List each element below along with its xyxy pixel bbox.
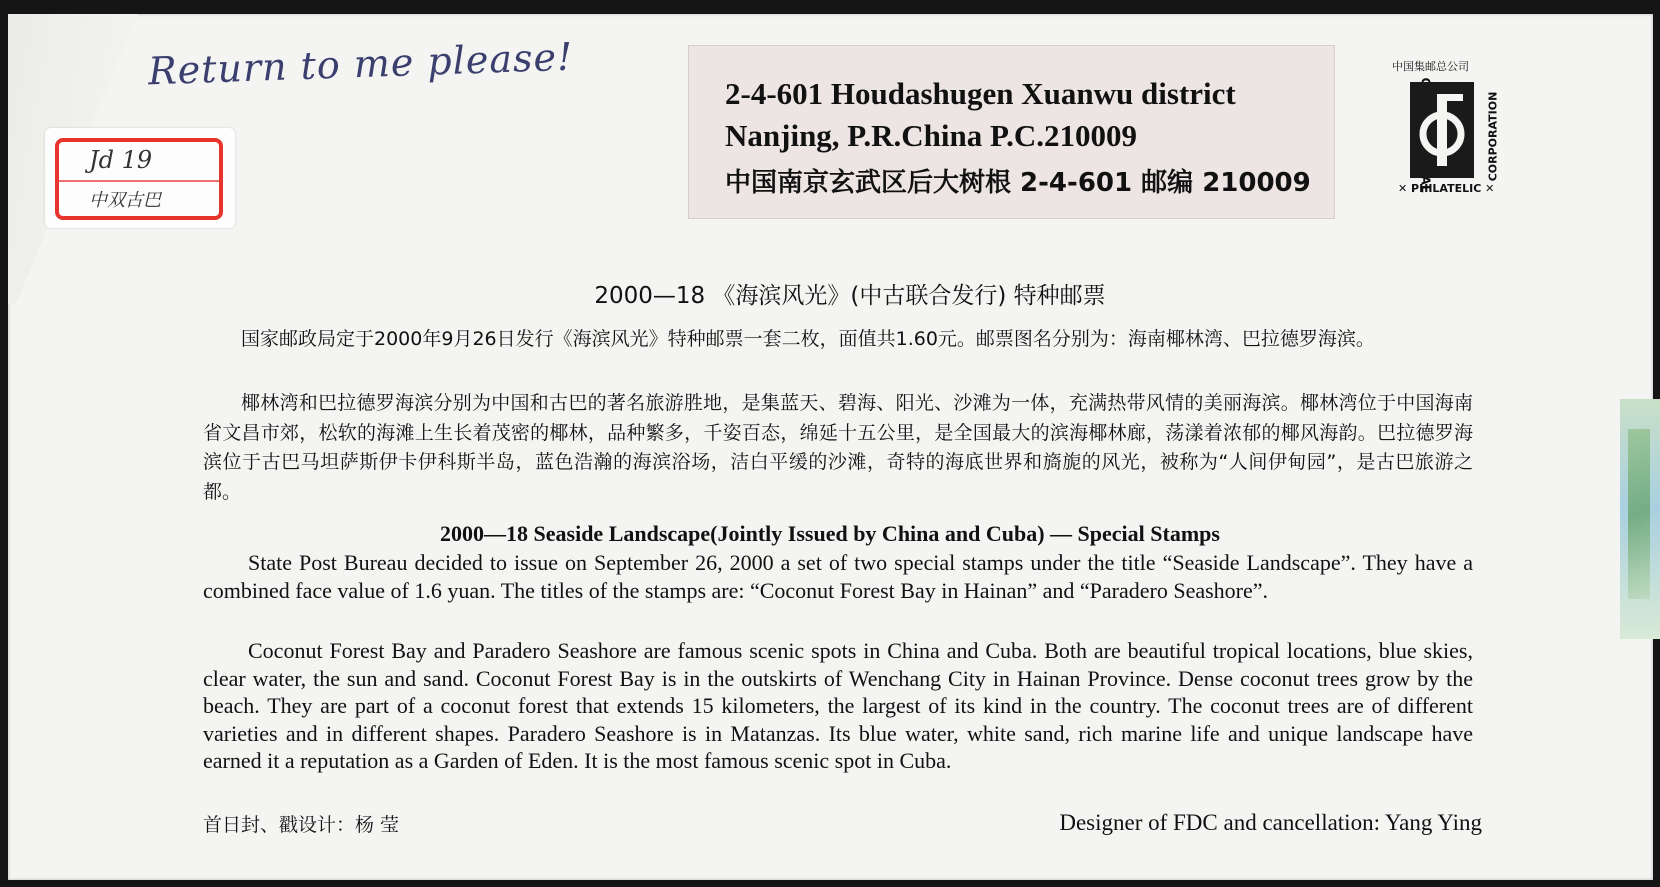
label-note: 中双古巴 (89, 190, 161, 211)
address-line-3: 中国南京玄武区后大树根 2-4-601 邮编 210009 (725, 168, 1311, 198)
label-divider (59, 180, 219, 182)
address-line-2: Nanjing, P.R.China P.C.210009 (725, 118, 1137, 153)
stamp-edge-image (1620, 399, 1660, 639)
chinese-title: 2000—18 《海滨风光》(中古联合发行) 特种邮票 (594, 283, 1106, 309)
phi-logo-icon (1410, 82, 1474, 178)
handwritten-label (45, 128, 235, 228)
china-philatelic-logo (1390, 58, 1508, 208)
logo-bottom-text: ✕ PHILATELIC ✕ (1398, 182, 1495, 195)
english-paragraph-1: State Post Bureau decided to issue on September 26, 2000 a set of two special stamps under the title “Seaside Landscape”. They have a combined face value of 1.6 yuan. The titles of the stamps are: “Coconut Forest Bay in Hainan” and “Paradero Seashore”. (203, 550, 1473, 603)
address-line-1: 2-4-601 Houdashugen Xuanwu district (725, 76, 1236, 111)
label-code: Jd 19 (89, 146, 153, 174)
red-label-frame (55, 138, 223, 220)
chinese-paragraph-1: 国家邮政局定于2000年9月26日发行《海滨风光》特种邮票一套二枚，面值共1.60元。邮票图名分别为：海南椰林湾、巴拉德罗海滨。 (241, 328, 1375, 350)
designer-credit-chinese: 首日封、戳设计：杨 莹 (203, 814, 400, 836)
english-paragraph-2: Coconut Forest Bay and Paradero Seashore are famous scenic spots in China and Cuba. Both are beautiful tropical locations, blue skies, clear water, the sun and sand. Coconut Forest Bay is in the outskirts of Wenchang City in Hainan Province. Dense coconut trees grow by the beach. They are part of a coconut forest that extends 15 kilometers, the largest of its kind in the country. The coconut trees are of different varieties and in different shapes. Paradero Seashore is in Matanzas. Its blue water, white sand, rich marine life and unique landscape have earned it a reputation as a Garden of Eden. It is the most famous scenic spot in Cuba. (203, 638, 1473, 773)
designer-credit-english: Designer of FDC and cancellation: Yang Ying (1059, 810, 1482, 835)
handwritten-note: Return to me please! (147, 34, 574, 94)
logo-top-text: 中国集邮总公司 (1392, 60, 1469, 73)
return-address-block (688, 45, 1335, 219)
logo-right-text: CORPORATION (1486, 91, 1500, 182)
chinese-paragraph-2: 椰林湾和巴拉德罗海滨分别为中国和古巴的著名旅游胜地，是集蓝天、碧海、阳光、沙滩为一体，充满热带风情的美丽海滨。椰林湾位于中国海南省文昌市郊，松软的海滩上生长着茂密的椰林，品种繁多，千姿百态，绵延十五公里，是全国最大的滨海椰林廊，荡漾着浓郁的椰风海韵。巴拉德罗海滨位于古巴马坦萨斯伊卡伊科斯半岛，蓝色浩瀚的海滨浴场，洁白平缓的沙滩，奇特的海底世界和旖旎的风光，被称为“人间伊甸园”，是古巴旅游之都。 (203, 392, 1473, 503)
english-title: 2000—18 Seaside Landscape(Jointly Issued by China and Cuba) — Special Stamps (440, 521, 1220, 546)
